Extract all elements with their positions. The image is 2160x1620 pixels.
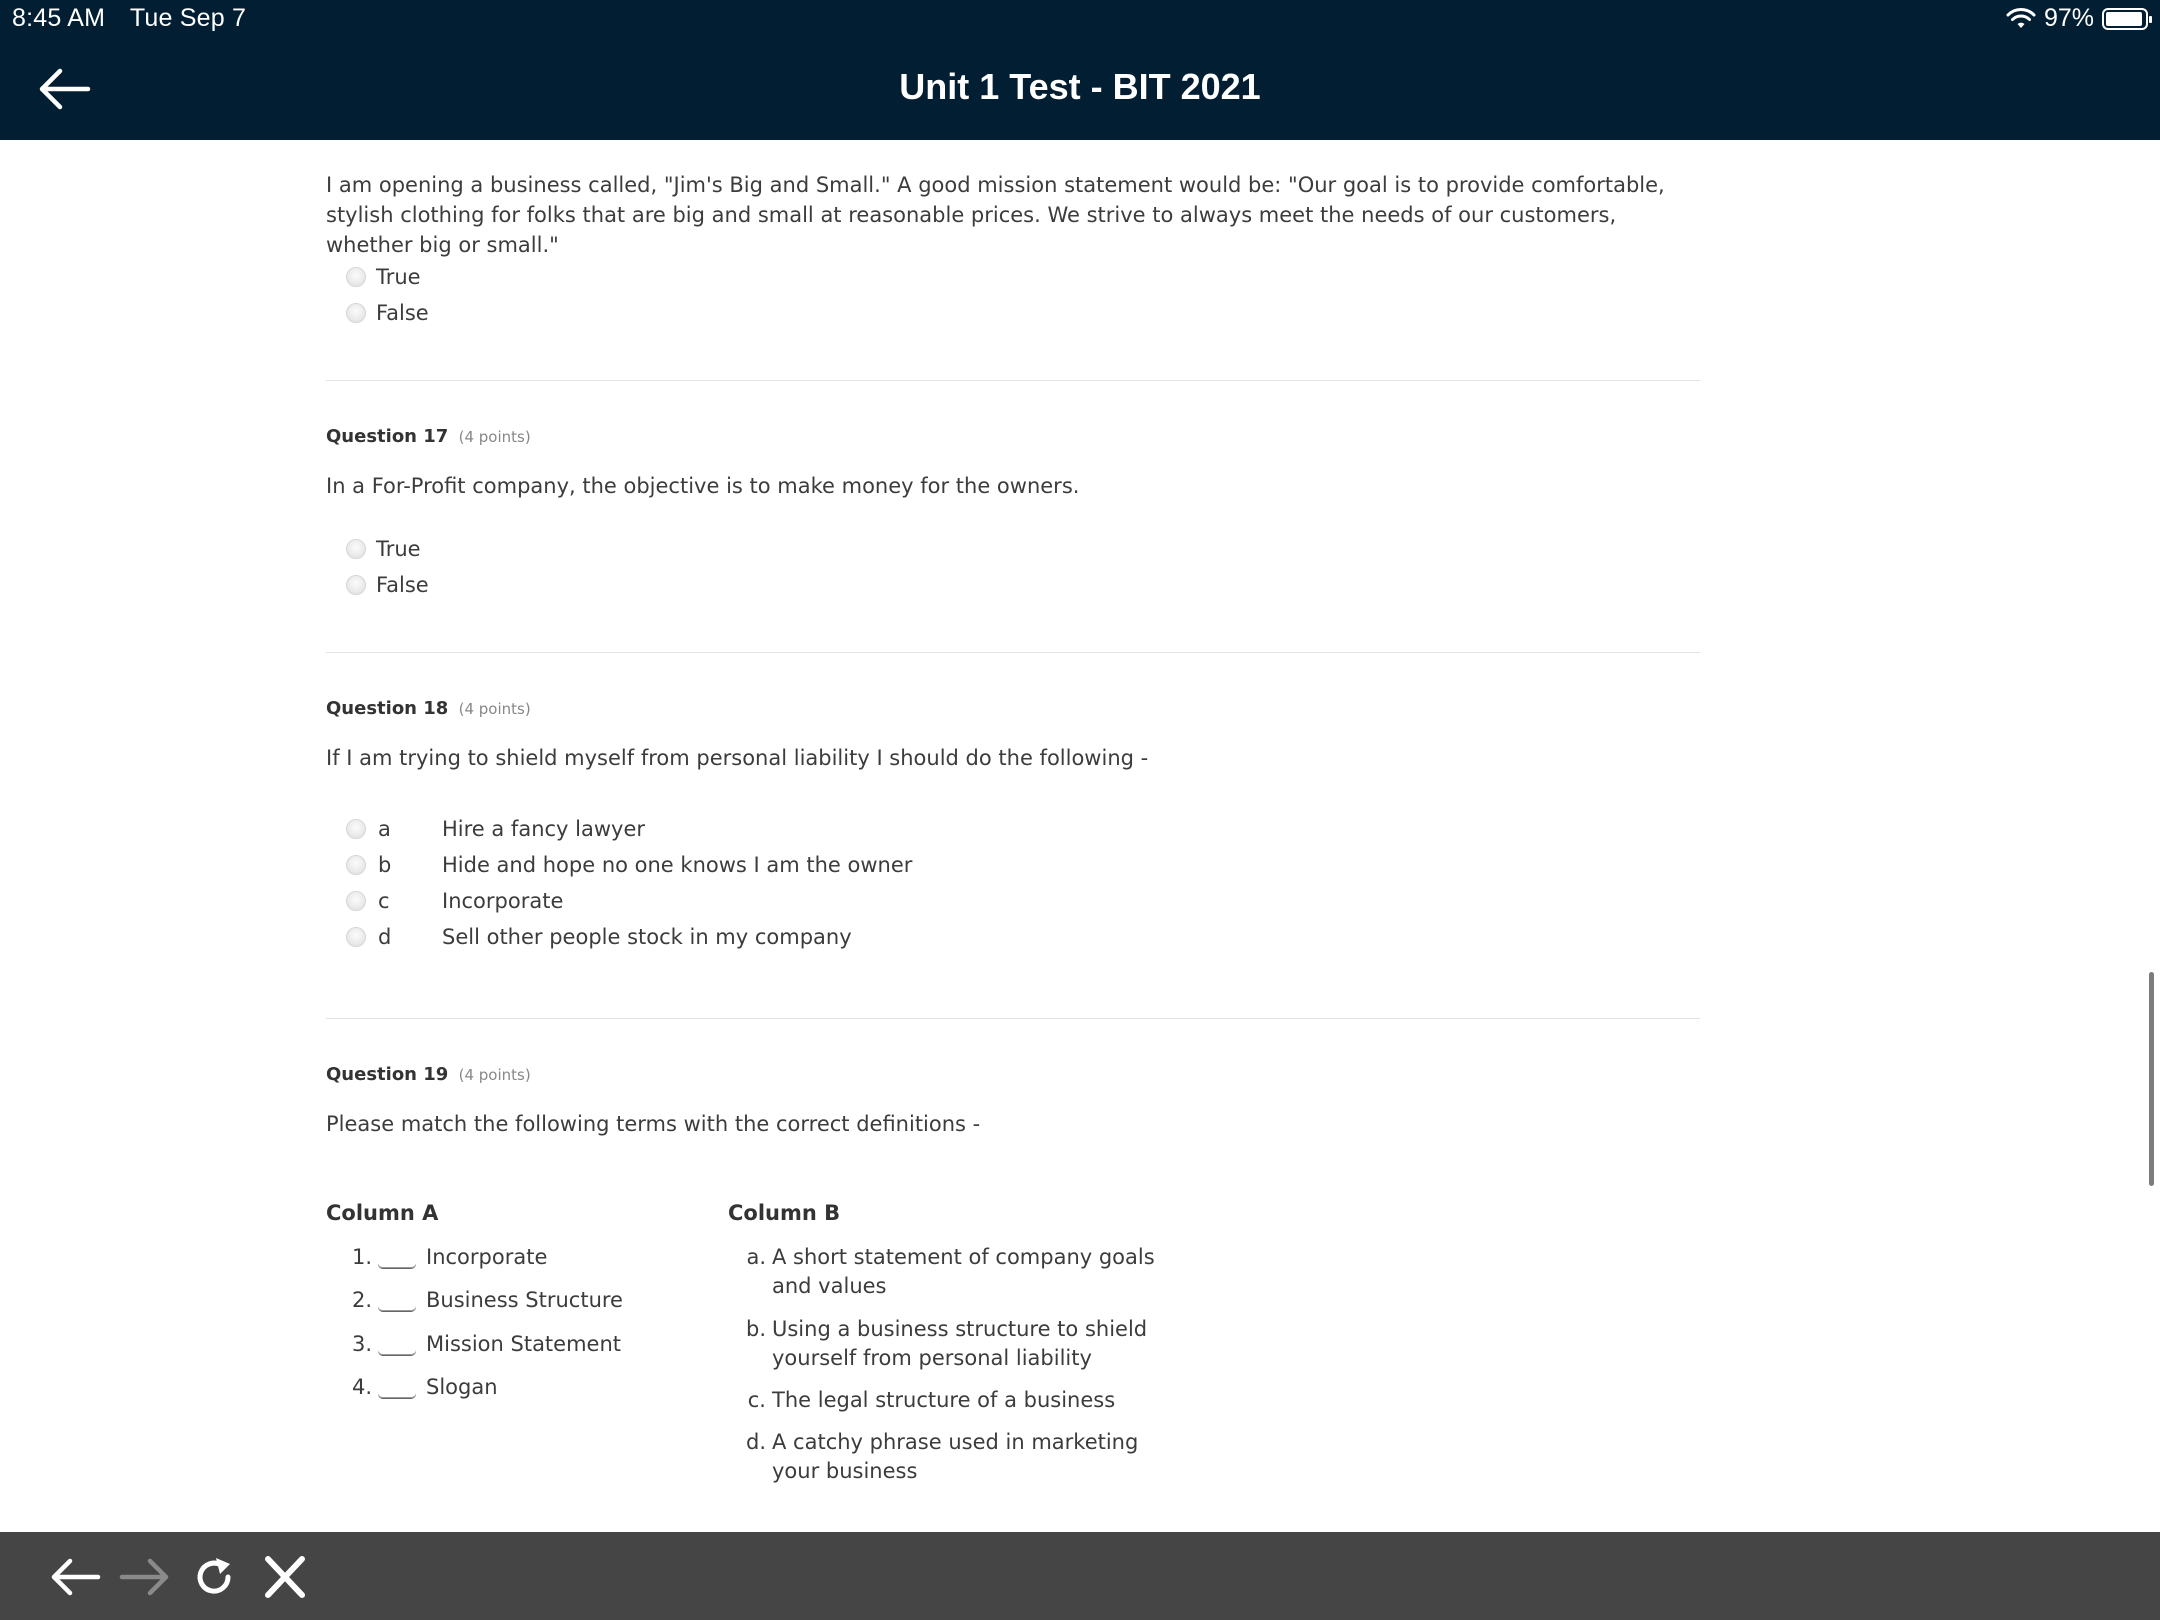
column-a-item-1 bbox=[326, 1243, 547, 1272]
definition-text: A short statement of company goals and values bbox=[772, 1245, 1155, 1298]
battery-icon bbox=[2102, 8, 2148, 30]
top-bar bbox=[0, 0, 2160, 140]
question-19-header bbox=[326, 1064, 531, 1085]
column-b-heading: Column B bbox=[728, 1201, 841, 1225]
back-arrow-icon[interactable] bbox=[48, 1552, 102, 1602]
browser-toolbar bbox=[0, 1532, 2160, 1620]
column-a-item-3 bbox=[326, 1330, 621, 1359]
term-label: Mission Statement bbox=[426, 1332, 622, 1356]
match-answer-input[interactable] bbox=[378, 1286, 416, 1312]
term-label: Incorporate bbox=[426, 1245, 548, 1269]
refresh-icon[interactable] bbox=[188, 1552, 242, 1602]
q17-option-false[interactable] bbox=[346, 570, 429, 600]
question-label: Question 18 bbox=[326, 698, 449, 719]
option-letter: b bbox=[378, 853, 392, 877]
q17-option-true[interactable] bbox=[346, 534, 421, 564]
divider bbox=[326, 652, 1700, 653]
item-number: 3. bbox=[351, 1332, 372, 1356]
radio-button[interactable] bbox=[346, 891, 366, 911]
question-17-header bbox=[326, 426, 531, 447]
test-content bbox=[326, 140, 1700, 1532]
question-points: (4 points) bbox=[458, 428, 531, 446]
q18-option-c[interactable] bbox=[346, 886, 563, 916]
term-label: Slogan bbox=[426, 1375, 498, 1399]
close-icon[interactable] bbox=[258, 1552, 312, 1602]
definition-letter: d. bbox=[745, 1430, 766, 1454]
option-label: Sell other people stock in my company bbox=[442, 925, 852, 949]
option-label: Hide and hope no one knows I am the owner bbox=[442, 853, 913, 877]
question-points: (4 points) bbox=[458, 700, 531, 718]
radio-button[interactable] bbox=[346, 575, 366, 595]
match-answer-input[interactable] bbox=[378, 1243, 416, 1269]
option-letter: a bbox=[378, 817, 391, 841]
q18-option-d[interactable] bbox=[346, 922, 852, 952]
match-answer-input[interactable] bbox=[378, 1373, 416, 1399]
wifi-icon bbox=[2006, 7, 2036, 31]
term-label: Business Structure bbox=[426, 1288, 623, 1312]
item-number: 4. bbox=[351, 1375, 372, 1399]
q18-option-b[interactable] bbox=[346, 850, 912, 880]
divider bbox=[326, 380, 1700, 381]
radio-button[interactable] bbox=[346, 855, 366, 875]
page-title: Unit 1 Test - BIT 2021 bbox=[899, 66, 1261, 107]
status-bar-left bbox=[12, 4, 264, 33]
definition-letter: c. bbox=[747, 1388, 766, 1412]
column-b-item-c bbox=[726, 1386, 1192, 1415]
option-label: Incorporate bbox=[442, 889, 564, 913]
question-points: (4 points) bbox=[458, 1066, 531, 1084]
radio-button[interactable] bbox=[346, 927, 366, 947]
question-18-header bbox=[326, 698, 531, 719]
question-label: Question 19 bbox=[326, 1064, 449, 1085]
definition-letter: a. bbox=[746, 1245, 766, 1269]
option-label: False bbox=[376, 573, 429, 597]
status-time: 8:45 AM bbox=[12, 4, 106, 32]
status-date: Tue Sep 7 bbox=[129, 4, 247, 32]
radio-button[interactable] bbox=[346, 539, 366, 559]
column-b-item-a bbox=[726, 1243, 1192, 1301]
option-letter: d bbox=[378, 925, 392, 949]
option-label: True bbox=[376, 537, 421, 561]
option-letter: c bbox=[378, 889, 390, 913]
match-answer-input[interactable] bbox=[378, 1330, 416, 1356]
radio-button[interactable] bbox=[346, 267, 366, 287]
definition-text: Using a business structure to shield yourself from personal liability bbox=[772, 1317, 1148, 1370]
column-a-item-2 bbox=[326, 1286, 623, 1315]
status-bar-right bbox=[2006, 4, 2148, 33]
option-label: Hire a fancy lawyer bbox=[442, 817, 646, 841]
column-b-item-b bbox=[726, 1315, 1192, 1373]
q16-option-true[interactable] bbox=[346, 262, 421, 292]
vertical-scrollbar[interactable] bbox=[2149, 972, 2154, 1186]
radio-button[interactable] bbox=[346, 303, 366, 323]
q18-option-a[interactable] bbox=[346, 814, 645, 844]
question-18-text: If I am trying to shield myself from personal liability I should do the following - bbox=[326, 746, 1149, 770]
question-16-text: I am opening a business called, "Jim's Big and Small." A good mission statement would be: "Our goal is to provide comfortable, stylish clothing for folks that are big and small at reasonable prices. We strive to always meet the needs of our customers, whether big or small." bbox=[326, 173, 1665, 257]
column-a-item-4 bbox=[326, 1373, 498, 1402]
forward-arrow-icon[interactable] bbox=[118, 1552, 172, 1602]
definition-letter: b. bbox=[745, 1317, 766, 1341]
q16-option-false[interactable] bbox=[346, 298, 429, 328]
question-19-text: Please match the following terms with the correct definitions - bbox=[326, 1112, 981, 1136]
option-label: False bbox=[376, 301, 429, 325]
item-number: 2. bbox=[351, 1288, 372, 1312]
question-label: Question 17 bbox=[326, 426, 449, 447]
column-a-heading: Column A bbox=[326, 1201, 439, 1225]
definition-text: The legal structure of a business bbox=[772, 1388, 1116, 1412]
divider bbox=[326, 1018, 1700, 1019]
definition-text: A catchy phrase used in marketing your business bbox=[772, 1430, 1139, 1483]
item-number: 1. bbox=[351, 1245, 372, 1269]
radio-button[interactable] bbox=[346, 819, 366, 839]
battery-percentage: 97% bbox=[2043, 4, 2094, 32]
column-b-item-d bbox=[726, 1428, 1192, 1486]
option-label: True bbox=[376, 265, 421, 289]
question-17-text: In a For-Profit company, the objective is to make money for the owners. bbox=[326, 474, 1080, 498]
